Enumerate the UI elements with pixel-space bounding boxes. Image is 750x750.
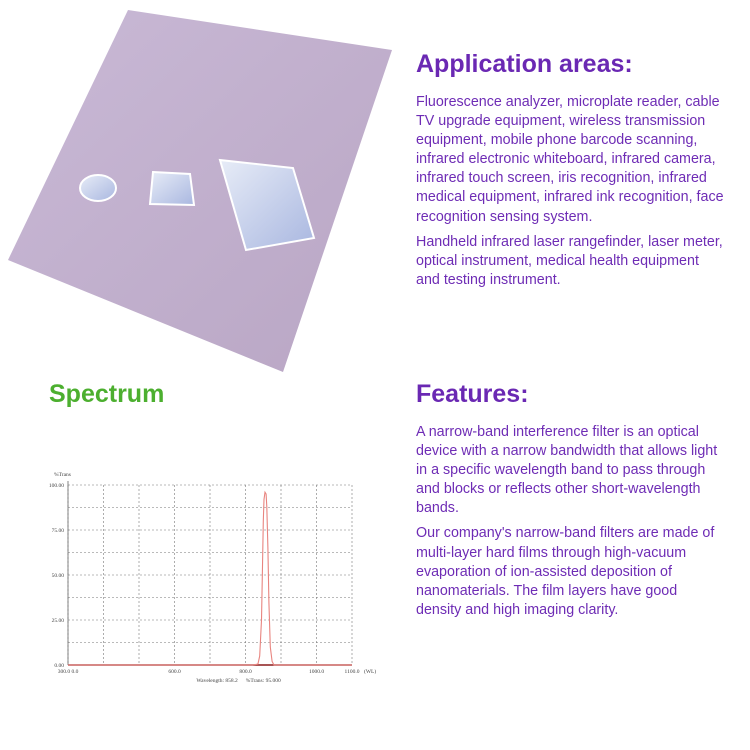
trans-readout: %Trans: 95.000: [245, 678, 281, 684]
x-axis-label: (WL): [364, 669, 377, 675]
x-tick-label: 1000.0: [308, 669, 325, 675]
spectrum-heading: Spectrum: [49, 380, 165, 408]
application-paragraph: Fluorescence analyzer, microplate reader, cable TV upgrade equipment, wireless transmission equipment, mobile phone barcode scanning, infrared electronic whiteboard, infrared camera, infrared touch screen, iris recognition, infrared medical equipment, infrared ink recognition, face recognition sensing system.: [416, 94, 724, 225]
x-tick-label: 300.0 0.0: [57, 669, 79, 675]
y-tick-label: 0.00: [54, 663, 64, 669]
round-filter: [80, 175, 116, 201]
features-heading: Features:: [416, 380, 529, 408]
y-tick-label: 75.00: [51, 528, 64, 534]
y-tick-label: 25.00: [51, 618, 64, 624]
application-paragraph: Handheld infrared laser rangefinder, laser meter, optical instrument, medical health equipment and testing instrument.: [416, 233, 723, 288]
features-text: [416, 423, 726, 626]
y-tick-label: 100.00: [48, 483, 64, 489]
y-axis-label: %Trans: [54, 472, 71, 478]
x-tick-label: 600.0: [168, 669, 181, 675]
application-text: [416, 93, 726, 296]
x-tick-label: 800.0: [239, 669, 252, 675]
application-heading: Application areas:: [416, 50, 633, 78]
features-paragraph: A narrow-band interference filter is an optical device with a narrow bandwidth that allows light in a specific wavelength band to pass through and blocks or reflects other short-wavelength bands.: [416, 424, 718, 517]
photo-background: [8, 10, 392, 372]
y-tick-label: 50.00: [51, 573, 64, 579]
small-square-filter: [150, 172, 194, 205]
x-tick-label: 1100.0: [344, 669, 360, 675]
spectrum-chart: [34, 455, 384, 690]
features-paragraph: Our company's narrow-band filters are made of multi-layer hard films through high-vacuum evaporation of ion-assisted deposition of nanomaterials. The film layers have good density and high imaging clarity.: [416, 525, 715, 618]
wavelength-readout: Wavelength: 858.2: [196, 678, 238, 684]
product-photo: [8, 10, 392, 372]
